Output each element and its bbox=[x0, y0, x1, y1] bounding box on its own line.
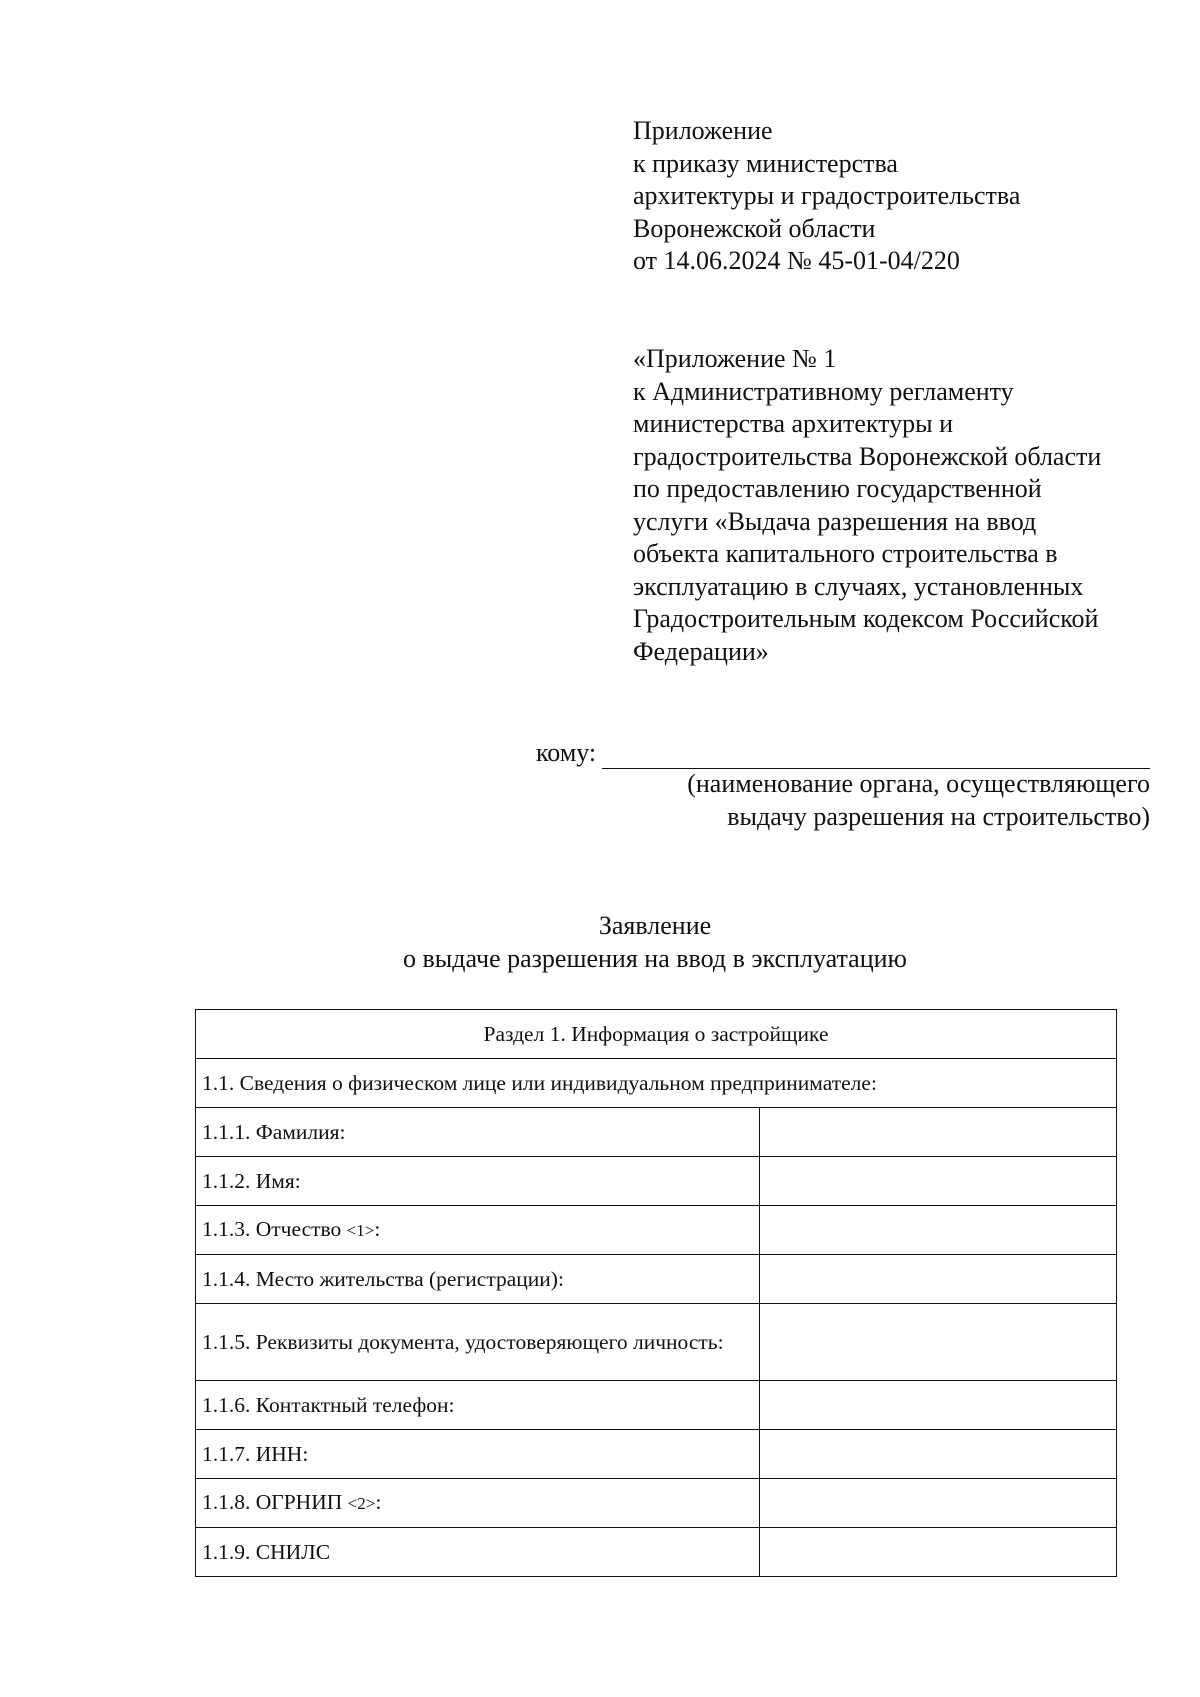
row-label-text: 1.1.9. СНИЛС bbox=[202, 1540, 331, 1564]
row-label bbox=[196, 1304, 760, 1381]
appendix-quote-line: министерства архитектуры и bbox=[633, 409, 954, 438]
appendix-quote-line: объекта капитального строительства в bbox=[633, 539, 1058, 568]
subsection-header: 1.1. Сведения о физическом лице или индивидуальном предпринимателе: bbox=[196, 1059, 1117, 1108]
appendix-header-line: к приказу министерства bbox=[633, 148, 898, 178]
row-label-text: 1.1.1. Фамилия: bbox=[202, 1120, 346, 1144]
footnote-ref: <1> bbox=[346, 1221, 375, 1240]
table-row-residence bbox=[196, 1255, 1117, 1304]
table-subsection-row bbox=[196, 1059, 1117, 1108]
recipient-caption bbox=[687, 768, 1150, 833]
row-label bbox=[196, 1206, 760, 1255]
row-value-field[interactable] bbox=[759, 1255, 1116, 1304]
row-label-text: 1.1.2. Имя: bbox=[202, 1169, 301, 1193]
appendix-quote-line: услуги «Выдача разрешения на ввод bbox=[633, 506, 1037, 536]
row-value-field[interactable] bbox=[759, 1304, 1116, 1381]
row-label bbox=[196, 1255, 760, 1304]
row-value-field[interactable] bbox=[759, 1206, 1116, 1255]
row-value-field[interactable] bbox=[759, 1479, 1116, 1528]
row-label-suffix: : bbox=[375, 1490, 382, 1514]
appendix-header-line: Приложение bbox=[633, 116, 773, 145]
table-row-name bbox=[196, 1157, 1117, 1206]
appendix-quote-line: «Приложение № 1 bbox=[633, 344, 837, 373]
document-subtitle-line: о выдаче разрешения на ввод в эксплуатацию bbox=[403, 943, 907, 973]
appendix-quote-line: к Административному регламенту bbox=[633, 376, 1014, 406]
row-label-text: 1.1.7. ИНН: bbox=[202, 1442, 309, 1466]
table-row-surname bbox=[196, 1108, 1117, 1157]
appendix-header-line: архитектуры и градостроительства bbox=[633, 181, 1021, 210]
row-label bbox=[196, 1479, 760, 1528]
recipient-blank-line[interactable] bbox=[602, 741, 1150, 769]
row-value-field[interactable] bbox=[759, 1381, 1116, 1430]
row-value-field[interactable] bbox=[759, 1430, 1116, 1479]
row-label bbox=[196, 1157, 760, 1206]
row-value-field[interactable] bbox=[759, 1108, 1116, 1157]
recipient-caption-line: (наименование органа, осуществляющего bbox=[687, 769, 1150, 798]
document-title-line: Заявление bbox=[598, 911, 712, 940]
appendix-header-line: от 14.06.2024 № 45-01-04/220 bbox=[633, 246, 960, 275]
recipient-caption-line: выдачу разрешения на строительство) bbox=[727, 801, 1150, 831]
footnote-ref: <2> bbox=[347, 1494, 376, 1513]
table-row-patronymic bbox=[196, 1206, 1117, 1255]
recipient-label: кому: bbox=[536, 738, 597, 767]
table-row-snils bbox=[196, 1528, 1117, 1577]
row-label-suffix: : bbox=[374, 1217, 381, 1241]
document-title bbox=[0, 910, 1200, 975]
applicant-info-table bbox=[195, 1009, 1117, 1577]
appendix-quote-line: эксплуатацию в случаях, установленных bbox=[633, 571, 1084, 601]
table-row-ogrnip bbox=[196, 1479, 1117, 1528]
row-label bbox=[196, 1430, 760, 1479]
table-section-header-row bbox=[196, 1010, 1117, 1059]
row-label-text: 1.1.6. Контактный телефон: bbox=[202, 1393, 455, 1417]
section-header: Раздел 1. Информация о застройщике bbox=[196, 1010, 1117, 1059]
recipient-row bbox=[536, 737, 1150, 769]
row-label bbox=[196, 1381, 760, 1430]
appendix-header bbox=[633, 115, 1020, 278]
row-label-text: 1.1.5. Реквизиты документа, удостоверяющего личность: bbox=[202, 1330, 724, 1354]
row-label-text: 1.1.4. Место жительства (регистрации): bbox=[202, 1267, 564, 1291]
appendix-quote-line: по предоставлению государственной bbox=[633, 474, 1042, 503]
appendix-quote-line: Градостроительным кодексом Российской bbox=[633, 604, 1099, 633]
row-label bbox=[196, 1108, 760, 1157]
table-row-id-document bbox=[196, 1304, 1117, 1381]
appendix-quote-line: Федерации» bbox=[633, 636, 769, 666]
appendix-quote bbox=[633, 343, 1101, 668]
row-value-field[interactable] bbox=[759, 1157, 1116, 1206]
appendix-header-line: Воронежской области bbox=[633, 213, 876, 243]
row-label-text: 1.1.3. Отчество bbox=[202, 1217, 347, 1241]
appendix-quote-line: градостроительства Воронежской области bbox=[633, 441, 1102, 471]
table-row-phone bbox=[196, 1381, 1117, 1430]
row-label-text: 1.1.8. ОГРНИП bbox=[202, 1490, 348, 1514]
table-row-inn bbox=[196, 1430, 1117, 1479]
row-label bbox=[196, 1528, 760, 1577]
row-value-field[interactable] bbox=[759, 1528, 1116, 1577]
